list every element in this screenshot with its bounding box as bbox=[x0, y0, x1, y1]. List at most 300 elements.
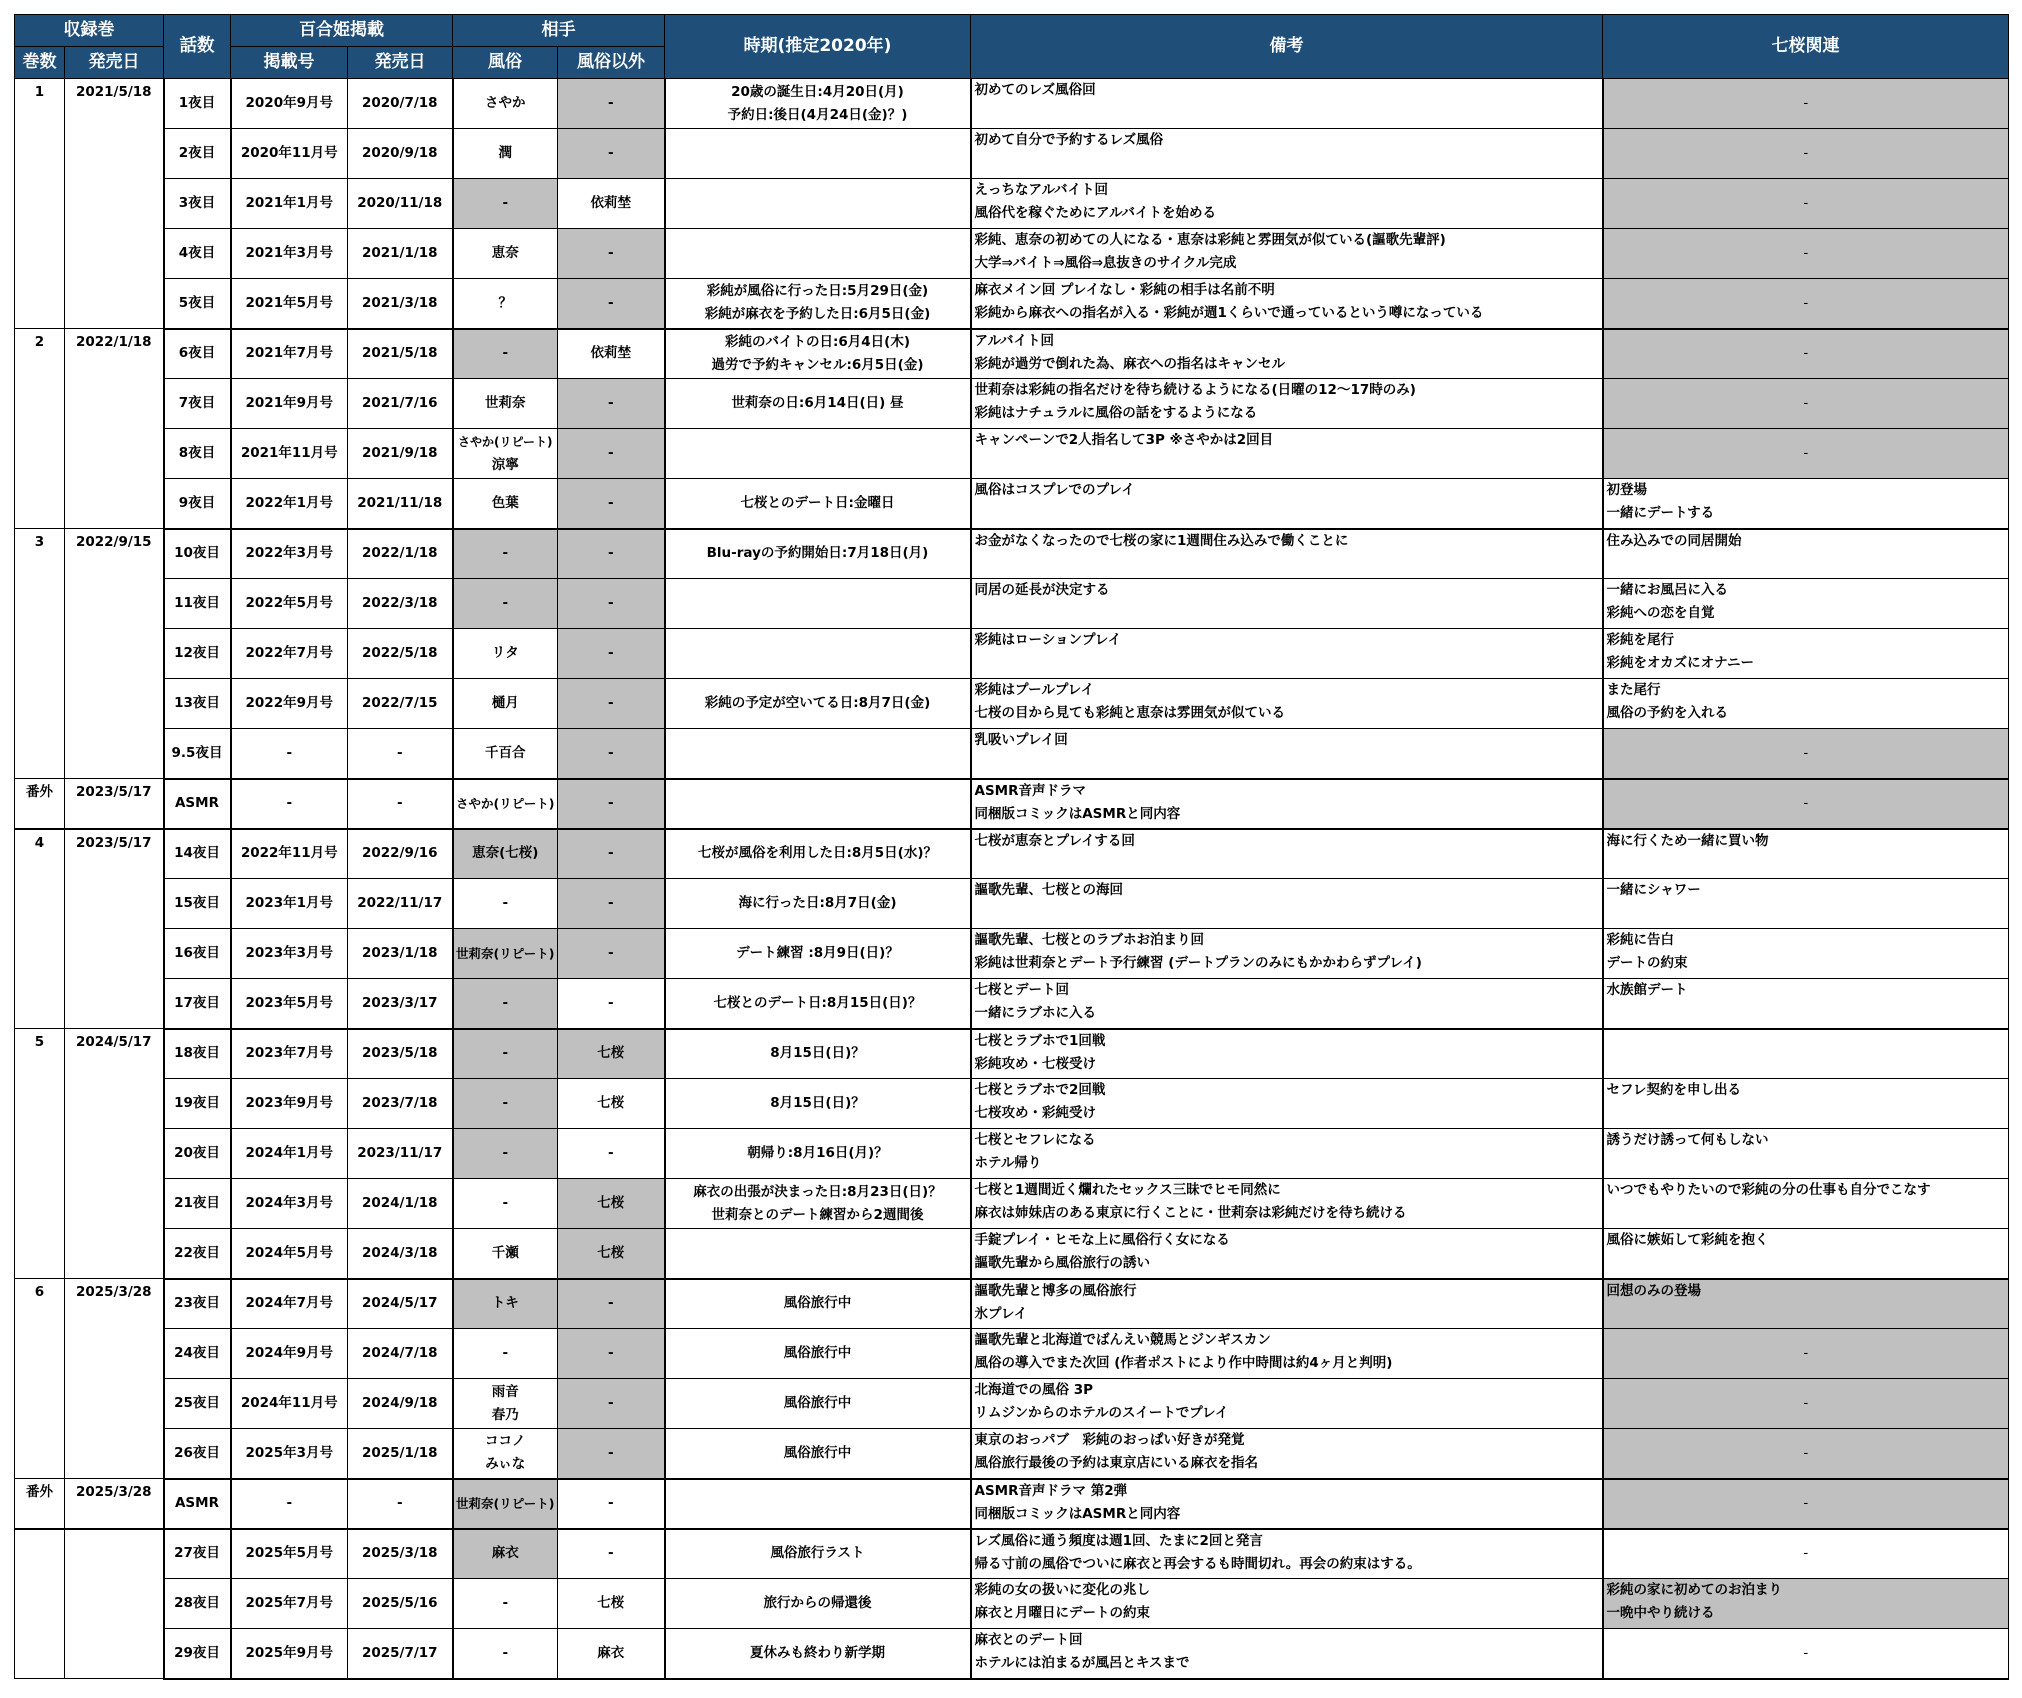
mag-release-cell: 2023/11/17 bbox=[348, 1129, 453, 1179]
fuzoku-partner-cell: 恵奈(七桜) bbox=[453, 829, 558, 879]
mag-release-cell: 2021/7/16 bbox=[348, 379, 453, 429]
cell-line: 風俗旅行ラスト bbox=[770, 1545, 865, 1562]
nanasaku-cell bbox=[1603, 1579, 2009, 1629]
non-fuzoku-partner-cell: 七桜 bbox=[558, 1079, 665, 1129]
issue-cell: 2023年5月号 bbox=[231, 979, 348, 1029]
notes-cell bbox=[971, 729, 1603, 779]
notes-cell bbox=[971, 879, 1603, 929]
cell-line: ASMR音声ドラマ 第2弾 bbox=[974, 1482, 1128, 1499]
issue-cell: 2024年9月号 bbox=[231, 1329, 348, 1379]
issue-cell: 2021年11月号 bbox=[231, 429, 348, 479]
cell-line: 涼寧 bbox=[491, 456, 519, 473]
cell-line: 予約日:後日(4月24日(金)？) bbox=[727, 106, 908, 123]
episode-cell: 24夜目 bbox=[164, 1329, 231, 1379]
mag-release-cell: 2021/1/18 bbox=[348, 229, 453, 279]
nanasaku-cell bbox=[1603, 179, 2009, 229]
cell-line: 彩純の家に初めてのお泊まり bbox=[1606, 1582, 1782, 1598]
period-cell bbox=[665, 679, 971, 729]
issue-cell: 2024年11月号 bbox=[231, 1379, 348, 1429]
issue-cell: 2024年3月号 bbox=[231, 1179, 348, 1229]
cell-line: - bbox=[1803, 245, 1809, 261]
mag-release-cell: 2025/1/18 bbox=[348, 1429, 453, 1479]
volume-number-cell: 1 bbox=[15, 79, 65, 329]
issue-cell: 2023年7月号 bbox=[231, 1029, 348, 1079]
non-fuzoku-partner-cell: 七桜 bbox=[558, 1179, 665, 1229]
cell-line: 七桜とラブホで2回戦 bbox=[974, 1082, 1106, 1098]
mag-release-cell: 2023/7/18 bbox=[348, 1079, 453, 1129]
notes-cell bbox=[971, 79, 1603, 129]
episode-cell: 23夜目 bbox=[164, 1279, 231, 1329]
nanasaku-cell bbox=[1603, 879, 2009, 929]
nanasaku-cell bbox=[1603, 1329, 2009, 1379]
table-row bbox=[15, 1529, 2009, 1579]
episode-cell: 28夜目 bbox=[164, 1579, 231, 1629]
volume-number-cell: 2 bbox=[15, 329, 65, 529]
mag-release-cell: 2024/1/18 bbox=[348, 1179, 453, 1229]
cell-line: - bbox=[1803, 1444, 1809, 1461]
non-fuzoku-partner-cell: - bbox=[558, 1329, 665, 1379]
notes-cell bbox=[971, 1229, 1603, 1279]
notes-cell bbox=[971, 1629, 1603, 1679]
table-row bbox=[15, 379, 2009, 429]
non-fuzoku-partner-cell: - bbox=[558, 429, 665, 479]
nanasaku-cell bbox=[1603, 1479, 2009, 1529]
cell-line: - bbox=[1803, 795, 1809, 811]
period-cell bbox=[665, 1029, 971, 1079]
non-fuzoku-partner-cell: - bbox=[558, 829, 665, 879]
cell-line: 過労で予約キャンセル:6月5日(金) bbox=[711, 356, 924, 373]
notes-cell bbox=[971, 1429, 1603, 1479]
issue-cell: 2025年9月号 bbox=[231, 1629, 348, 1679]
fuzoku-partner-cell: 世莉奈(リピート) bbox=[453, 929, 558, 979]
table-row bbox=[15, 879, 2009, 929]
cell-line: 風俗旅行中 bbox=[783, 1295, 852, 1312]
fuzoku-partner-cell: 世莉奈 bbox=[453, 379, 558, 429]
cell-line: 世莉奈の日:6月14日(日) 昼 bbox=[731, 395, 904, 411]
cell-line: 謳歌先輩と北海道でばんえい競馬とジンギスカン bbox=[974, 1332, 1271, 1348]
non-fuzoku-partner-cell: - bbox=[558, 1429, 665, 1479]
cell-line: - bbox=[1803, 1345, 1809, 1361]
table-row bbox=[15, 779, 2009, 829]
nanasaku-cell bbox=[1603, 1179, 2009, 1229]
table-row bbox=[15, 179, 2009, 229]
non-fuzoku-partner-cell: - bbox=[558, 279, 665, 329]
issue-cell: 2021年7月号 bbox=[231, 329, 348, 379]
period-cell bbox=[665, 279, 971, 329]
period-cell bbox=[665, 379, 971, 429]
nanasaku-cell bbox=[1603, 1629, 2009, 1679]
cell-line: - bbox=[1803, 1545, 1809, 1562]
fuzoku-partner-cell: - bbox=[453, 529, 558, 579]
cell-line: 帰る寸前の風俗でついに麻衣と再会するも時間切れ。再会の約束はする。 bbox=[974, 1555, 1421, 1572]
notes-cell bbox=[971, 929, 1603, 979]
nanasaku-cell bbox=[1603, 129, 2009, 179]
cell-line: 初登場 bbox=[1606, 482, 1647, 498]
episode-cell: 19夜目 bbox=[164, 1079, 231, 1129]
non-fuzoku-partner-cell: - bbox=[558, 379, 665, 429]
period-cell bbox=[665, 129, 971, 179]
fuzoku-partner-cell: - bbox=[453, 1179, 558, 1229]
table-row bbox=[15, 629, 2009, 679]
volume-release-cell: 2021/5/18 bbox=[65, 79, 164, 329]
cell-line: 彩純攻め・七桜受け bbox=[974, 1055, 1096, 1072]
cell-line: 彩純が麻衣を予約した日:6月5日(金) bbox=[704, 306, 931, 323]
issue-cell: 2025年7月号 bbox=[231, 1579, 348, 1629]
notes-cell bbox=[971, 1129, 1603, 1179]
notes-cell bbox=[971, 279, 1603, 329]
cell-line: ココノ bbox=[485, 1433, 526, 1450]
table-header bbox=[15, 15, 2009, 79]
issue-cell: 2024年5月号 bbox=[231, 1229, 348, 1279]
issue-cell: 2022年5月号 bbox=[231, 579, 348, 629]
nanasaku-cell bbox=[1603, 1129, 2009, 1179]
issue-cell: 2024年1月号 bbox=[231, 1129, 348, 1179]
cell-line: 同梱版コミックはASMRと同内容 bbox=[974, 805, 1181, 822]
notes-cell bbox=[971, 1079, 1603, 1129]
episode-cell: 29夜目 bbox=[164, 1629, 231, 1679]
table-row bbox=[15, 1329, 2009, 1379]
cell-line: 七桜とラブホで1回戦 bbox=[974, 1032, 1106, 1049]
cell-line: 東京のおっパブ 彩純のおっぱい好きが発覚 bbox=[974, 1432, 1245, 1448]
cell-line: さやか(リピート) bbox=[458, 434, 553, 449]
nanasaku-cell bbox=[1603, 579, 2009, 629]
notes-cell bbox=[971, 179, 1603, 229]
period-cell bbox=[665, 1529, 971, 1579]
cell-line: 彩純のバイトの日:6月4日(木) bbox=[724, 333, 911, 350]
nanasaku-cell bbox=[1603, 729, 2009, 779]
cell-line: 風俗に嫉妬して彩純を抱く bbox=[1606, 1232, 1769, 1248]
mag-release-cell: 2024/3/18 bbox=[348, 1229, 453, 1279]
notes-cell bbox=[971, 629, 1603, 679]
notes-cell bbox=[971, 1029, 1603, 1079]
notes-cell bbox=[971, 1379, 1603, 1429]
cell-line: 謳歌先輩と博多の風俗旅行 bbox=[974, 1282, 1137, 1299]
cell-line: 20歳の誕生日:4月20日(月) bbox=[731, 83, 904, 100]
volume-release-cell: 2023/5/17 bbox=[65, 829, 164, 1029]
volume-number-cell: 番外 bbox=[15, 1479, 65, 1529]
episode-cell: 13夜目 bbox=[164, 679, 231, 729]
cell-line: 一緒にお風呂に入る bbox=[1606, 582, 1728, 598]
cell-line: デート練習 :8月9日(日)？ bbox=[736, 945, 899, 961]
issue-cell: 2020年11月号 bbox=[231, 129, 348, 179]
table-row bbox=[15, 1379, 2009, 1429]
period-cell bbox=[665, 829, 971, 879]
non-fuzoku-partner-cell: - bbox=[558, 529, 665, 579]
fuzoku-partner-cell: 千百合 bbox=[453, 729, 558, 779]
cell-line: 海に行った日:8月7日(金) bbox=[738, 895, 897, 911]
fuzoku-partner-cell bbox=[453, 429, 558, 479]
cell-line: 七桜が恵奈とプレイする回 bbox=[974, 832, 1135, 849]
header-volume-group: 収録巻 bbox=[15, 15, 164, 47]
episode-cell: ASMR bbox=[164, 1479, 231, 1529]
table-row bbox=[15, 1179, 2009, 1229]
fuzoku-partner-cell: - bbox=[453, 1579, 558, 1629]
cell-line: - bbox=[1803, 1395, 1809, 1411]
non-fuzoku-partner-cell: 依莉埜 bbox=[558, 179, 665, 229]
non-fuzoku-partner-cell: - bbox=[558, 579, 665, 629]
table-row bbox=[15, 679, 2009, 729]
mag-release-cell: 2024/7/18 bbox=[348, 1329, 453, 1379]
mag-release-cell: 2020/9/18 bbox=[348, 129, 453, 179]
cell-line: 氷プレイ bbox=[974, 1305, 1028, 1322]
nanasaku-cell bbox=[1603, 429, 2009, 479]
cell-line: 風俗はコスプレでのプレイ bbox=[974, 482, 1135, 498]
notes-cell bbox=[971, 479, 1603, 529]
cell-line: いつでもやりたいので彩純の分の仕事も自分でこなす bbox=[1606, 1182, 1931, 1198]
episode-cell: 2夜目 bbox=[164, 129, 231, 179]
cell-line: 彩純への恋を自覚 bbox=[1606, 605, 1715, 621]
issue-cell: 2023年1月号 bbox=[231, 879, 348, 929]
issue-cell: 2022年9月号 bbox=[231, 679, 348, 729]
cell-line: 風俗旅行最後の予約は東京店にいる麻衣を指名 bbox=[974, 1455, 1258, 1471]
period-cell bbox=[665, 229, 971, 279]
cell-line: 彩純はナチュラルに風俗の話をするようになる bbox=[974, 405, 1258, 421]
issue-cell: 2024年7月号 bbox=[231, 1279, 348, 1329]
mag-release-cell: 2022/3/18 bbox=[348, 579, 453, 629]
cell-line: 水族館デート bbox=[1606, 982, 1688, 998]
cell-line: 同梱版コミックはASMRと同内容 bbox=[974, 1505, 1181, 1522]
nanasaku-cell bbox=[1603, 1029, 2009, 1079]
header-issue: 掲載号 bbox=[231, 47, 348, 79]
cell-line: 七桜とデート回 bbox=[974, 982, 1069, 998]
table-row bbox=[15, 979, 2009, 1029]
fuzoku-partner-cell: ？ bbox=[453, 279, 558, 329]
cell-line: - bbox=[1803, 1644, 1809, 1661]
issue-cell: 2020年9月号 bbox=[231, 79, 348, 129]
cell-line: 麻衣と月曜日にデートの約束 bbox=[974, 1605, 1150, 1621]
episode-cell: 26夜目 bbox=[164, 1429, 231, 1479]
episode-cell: 21夜目 bbox=[164, 1179, 231, 1229]
nanasaku-cell bbox=[1603, 1529, 2009, 1579]
cell-line: 謳歌先輩、七桜との海回 bbox=[974, 882, 1123, 898]
mag-release-cell: 2022/7/15 bbox=[348, 679, 453, 729]
episode-cell: 17夜目 bbox=[164, 979, 231, 1029]
cell-line: - bbox=[1803, 395, 1809, 411]
period-cell bbox=[665, 629, 971, 679]
header-notes: 備考 bbox=[971, 15, 1603, 79]
fuzoku-partner-cell: 恵奈 bbox=[453, 229, 558, 279]
cell-line: 手錠プレイ・ヒモな上に風俗行く女になる bbox=[974, 1232, 1230, 1248]
header-fuzoku: 風俗 bbox=[453, 47, 558, 79]
cell-line: 住み込みでの同居開始 bbox=[1606, 532, 1742, 549]
mag-release-cell: 2022/1/18 bbox=[348, 529, 453, 579]
cell-line: 夏休みも終わり新学期 bbox=[750, 1644, 885, 1661]
cell-line: 彩純が風俗に行った日:5月29日(金) bbox=[706, 283, 929, 300]
cell-line: セフレ契約を申し出る bbox=[1606, 1082, 1741, 1098]
table-row bbox=[15, 1029, 2009, 1079]
episode-cell: 10夜目 bbox=[164, 529, 231, 579]
fuzoku-partner-cell: - bbox=[453, 579, 558, 629]
mag-release-cell: 2020/7/18 bbox=[348, 79, 453, 129]
cell-line: 一緒にラブホに入る bbox=[974, 1005, 1096, 1021]
cell-line: みぃな bbox=[485, 1456, 526, 1473]
cell-line: 海に行くため一緒に買い物 bbox=[1606, 832, 1769, 849]
notes-cell bbox=[971, 1279, 1603, 1329]
header-mag-release: 発売日 bbox=[348, 47, 453, 79]
cell-line: 七桜の目から見ても彩純と恵奈は雰囲気が似ている bbox=[974, 705, 1285, 721]
issue-cell: 2023年9月号 bbox=[231, 1079, 348, 1129]
non-fuzoku-partner-cell: 麻衣 bbox=[558, 1629, 665, 1679]
table-row bbox=[15, 929, 2009, 979]
issue-cell: 2025年3月号 bbox=[231, 1429, 348, 1479]
issue-cell: 2022年1月号 bbox=[231, 479, 348, 529]
volume-release-cell: 2024/5/17 bbox=[65, 1029, 164, 1279]
episode-cell: 27夜目 bbox=[164, 1529, 231, 1579]
header-magazine-group: 百合姫掲載 bbox=[231, 15, 453, 47]
period-cell bbox=[665, 1629, 971, 1679]
cell-line: 初めてのレズ風俗回 bbox=[974, 82, 1096, 98]
cell-line: 麻衣の出張が決まった日:8月23日(日)？ bbox=[693, 1183, 942, 1200]
issue-cell: 2021年1月号 bbox=[231, 179, 348, 229]
cell-line: - bbox=[1803, 195, 1809, 211]
notes-cell bbox=[971, 1529, 1603, 1579]
cell-line: 風俗旅行中 bbox=[783, 1345, 852, 1361]
episode-cell: 18夜目 bbox=[164, 1029, 231, 1079]
table-row bbox=[15, 429, 2009, 479]
cell-line: 麻衣メイン回 プレイなし・彩純の相手は名前不明 bbox=[974, 282, 1275, 298]
mag-release-cell: 2020/11/18 bbox=[348, 179, 453, 229]
mag-release-cell: 2021/5/18 bbox=[348, 329, 453, 379]
volume-number-cell: 6 bbox=[15, 1279, 65, 1479]
nanasaku-cell bbox=[1603, 829, 2009, 879]
cell-line: 8月15日(日)？ bbox=[770, 1095, 865, 1111]
period-cell bbox=[665, 1379, 971, 1429]
table-row bbox=[15, 579, 2009, 629]
fuzoku-partner-cell: - bbox=[453, 1329, 558, 1379]
fuzoku-partner-cell: トキ bbox=[453, 1279, 558, 1329]
cell-line: 彩純の女の扱いに変化の兆し bbox=[974, 1582, 1150, 1598]
non-fuzoku-partner-cell: - bbox=[558, 729, 665, 779]
cell-line: - bbox=[1803, 744, 1809, 761]
period-cell bbox=[665, 1479, 971, 1529]
table-row bbox=[15, 729, 2009, 779]
mag-release-cell: - bbox=[348, 779, 453, 829]
volume-number-cell: 5 bbox=[15, 1029, 65, 1279]
mag-release-cell: 2022/9/16 bbox=[348, 829, 453, 879]
notes-cell bbox=[971, 379, 1603, 429]
cell-line: 七桜と1週間近く爛れたセックス三昧でヒモ同然に bbox=[974, 1182, 1281, 1198]
nanasaku-cell bbox=[1603, 779, 2009, 829]
mag-release-cell: 2025/7/17 bbox=[348, 1629, 453, 1679]
cell-line: 彩純は世莉奈とデート予行練習 (デートプランのみにもかかわらずプレイ) bbox=[974, 955, 1422, 971]
nanasaku-cell bbox=[1603, 679, 2009, 729]
table-row bbox=[15, 1579, 2009, 1629]
cell-line: 8月15日(日)？ bbox=[770, 1045, 865, 1062]
notes-cell bbox=[971, 1179, 1603, 1229]
table-row bbox=[15, 1129, 2009, 1179]
mag-release-cell: 2023/1/18 bbox=[348, 929, 453, 979]
table-row bbox=[15, 529, 2009, 579]
nanasaku-cell bbox=[1603, 1279, 2009, 1329]
cell-line: 朝帰り:8月16日(月)？ bbox=[747, 1145, 888, 1161]
mag-release-cell: - bbox=[348, 1479, 453, 1529]
fuzoku-partner-cell: さやか bbox=[453, 79, 558, 129]
non-fuzoku-partner-cell: - bbox=[558, 879, 665, 929]
cell-line: レズ風俗に通う頻度は週1回、たまに2回と発言 bbox=[974, 1532, 1263, 1549]
non-fuzoku-partner-cell: 依莉埜 bbox=[558, 329, 665, 379]
non-fuzoku-partner-cell: - bbox=[558, 1479, 665, 1529]
table-row bbox=[15, 1279, 2009, 1329]
non-fuzoku-partner-cell: 七桜 bbox=[558, 1029, 665, 1079]
period-cell bbox=[665, 929, 971, 979]
nanasaku-cell bbox=[1603, 929, 2009, 979]
notes-cell bbox=[971, 1579, 1603, 1629]
notes-cell bbox=[971, 129, 1603, 179]
issue-cell: 2021年3月号 bbox=[231, 229, 348, 279]
episode-cell: 9.5夜目 bbox=[164, 729, 231, 779]
notes-cell bbox=[971, 979, 1603, 1029]
period-cell bbox=[665, 1229, 971, 1279]
fuzoku-partner-cell: - bbox=[453, 979, 558, 1029]
header-partner-group: 相手 bbox=[453, 15, 665, 47]
notes-cell bbox=[971, 329, 1603, 379]
volume-release-cell: 2025/3/28 bbox=[65, 1479, 164, 1529]
table-row bbox=[15, 1079, 2009, 1129]
non-fuzoku-partner-cell: - bbox=[558, 979, 665, 1029]
mag-release-cell: 2021/3/18 bbox=[348, 279, 453, 329]
notes-cell bbox=[971, 429, 1603, 479]
non-fuzoku-partner-cell: - bbox=[558, 1529, 665, 1579]
fuzoku-partner-cell: 麻衣 bbox=[453, 1529, 558, 1579]
cell-line: お金がなくなったので七桜の家に1週間住み込みで働くことに bbox=[974, 532, 1349, 549]
mag-release-cell: 2024/9/18 bbox=[348, 1379, 453, 1429]
cell-line: ASMR音声ドラマ bbox=[974, 782, 1087, 799]
table-row bbox=[15, 79, 2009, 129]
cell-line: 彩純の予定が空いてる日:8月7日(金) bbox=[704, 695, 931, 711]
header-volume: 巻数 bbox=[15, 47, 65, 79]
table-row bbox=[15, 129, 2009, 179]
period-cell bbox=[665, 1279, 971, 1329]
episode-cell: 3夜目 bbox=[164, 179, 231, 229]
cell-line: 一緒にデートする bbox=[1606, 505, 1715, 521]
issue-cell: - bbox=[231, 1479, 348, 1529]
nanasaku-cell bbox=[1603, 79, 2009, 129]
cell-line: - bbox=[1803, 294, 1809, 311]
fuzoku-partner-cell: - bbox=[453, 329, 558, 379]
notes-cell bbox=[971, 829, 1603, 879]
period-cell bbox=[665, 529, 971, 579]
volume-release-cell: 2022/1/18 bbox=[65, 329, 164, 529]
episode-cell: 8夜目 bbox=[164, 429, 231, 479]
nanasaku-cell bbox=[1603, 329, 2009, 379]
non-fuzoku-partner-cell: - bbox=[558, 679, 665, 729]
cell-line: 七桜とのデート日:8月15日(日)？ bbox=[713, 994, 922, 1011]
non-fuzoku-partner-cell: - bbox=[558, 79, 665, 129]
cell-line: 雨音 bbox=[491, 1383, 519, 1400]
cell-line: 七桜とのデート日:金曜日 bbox=[740, 494, 895, 511]
table-row bbox=[15, 279, 2009, 329]
fuzoku-partner-cell: - bbox=[453, 1129, 558, 1179]
cell-line: 七桜が風俗を利用した日:8月5日(水)？ bbox=[697, 845, 938, 862]
episode-table bbox=[14, 14, 2009, 1680]
non-fuzoku-partner-cell: - bbox=[558, 779, 665, 829]
nanasaku-cell bbox=[1603, 229, 2009, 279]
episode-cell: 20夜目 bbox=[164, 1129, 231, 1179]
fuzoku-partner-cell: - bbox=[453, 1029, 558, 1079]
header-nanasaku: 七桜関連 bbox=[1603, 15, 2009, 79]
episode-cell: 15夜目 bbox=[164, 879, 231, 929]
non-fuzoku-partner-cell: - bbox=[558, 629, 665, 679]
cell-line: 風俗の予約を入れる bbox=[1606, 705, 1728, 721]
cell-line: - bbox=[1803, 95, 1809, 111]
cell-line: 乳吸いプレイ回 bbox=[974, 732, 1068, 748]
period-cell bbox=[665, 1179, 971, 1229]
period-cell bbox=[665, 979, 971, 1029]
cell-line: アルバイト回 bbox=[974, 332, 1055, 349]
cell-line: - bbox=[1803, 145, 1809, 161]
episode-cell: 16夜目 bbox=[164, 929, 231, 979]
cell-line: キャンペーンで2人指名して3P ※さやかは2回目 bbox=[974, 432, 1274, 448]
